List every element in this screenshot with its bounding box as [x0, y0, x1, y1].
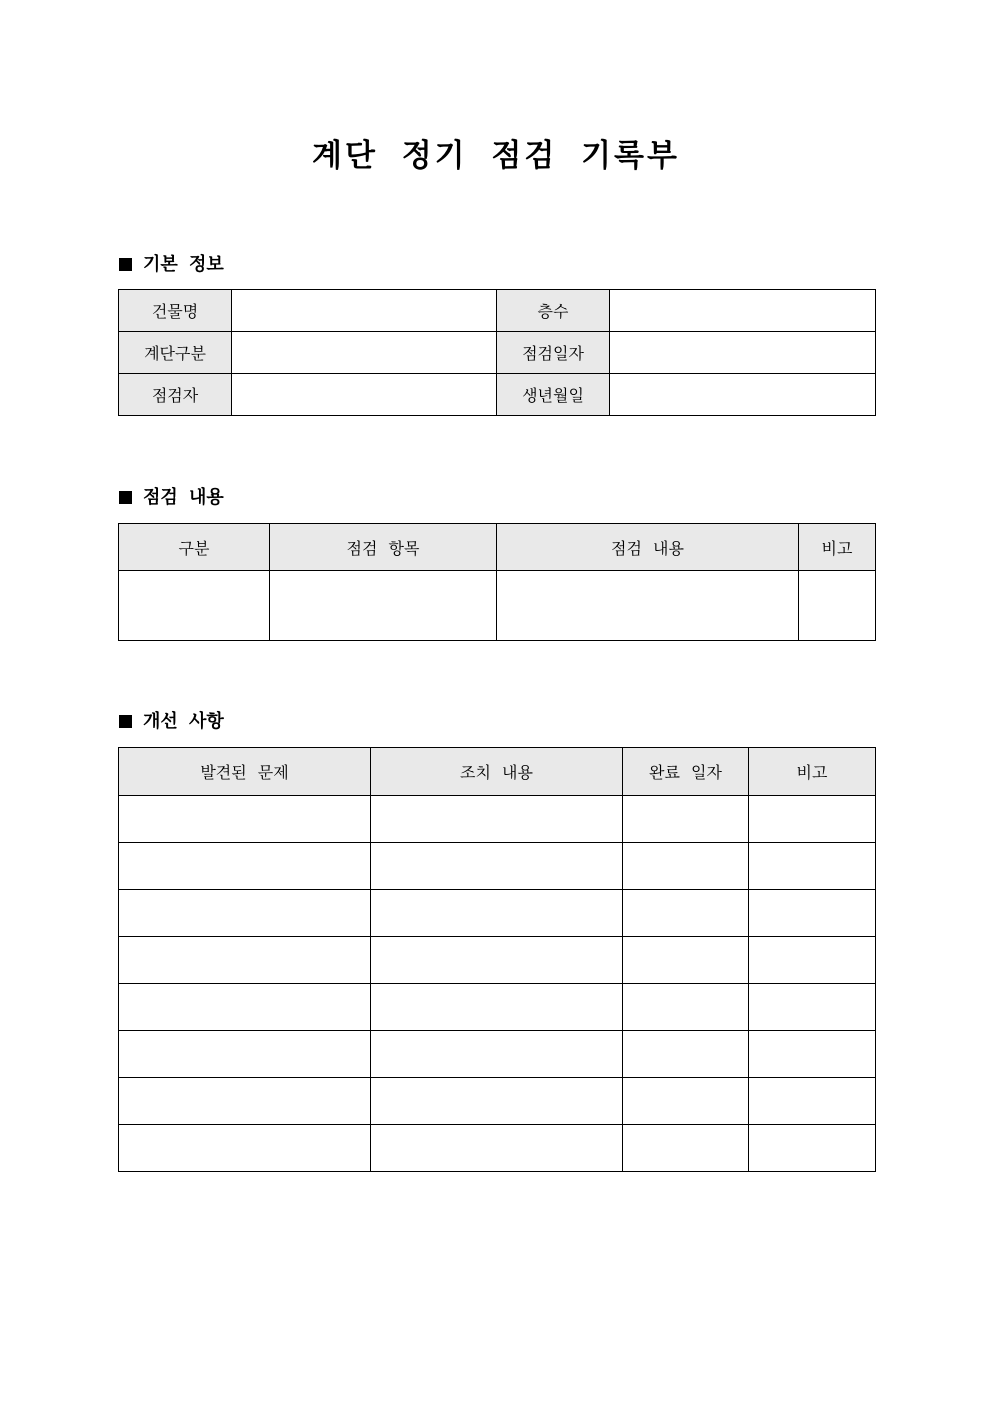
column-header-inspection-content: 점검 내용: [497, 524, 799, 571]
table-row: [119, 796, 876, 843]
birth-date-field[interactable]: [610, 374, 876, 416]
section-heading-inspection: [119, 486, 224, 510]
found-issue-cell[interactable]: [119, 796, 371, 843]
section-heading-label: 개선 사항: [143, 711, 224, 732]
found-issue-cell[interactable]: [119, 1125, 371, 1172]
completion-date-cell[interactable]: [623, 1078, 749, 1125]
floor-count-label: 층수: [497, 290, 610, 332]
column-header-remarks: 비고: [799, 524, 876, 571]
category-cell[interactable]: [119, 571, 270, 641]
section-heading-basic-info: [119, 253, 224, 277]
stair-type-field[interactable]: [232, 332, 497, 374]
found-issue-cell[interactable]: [119, 984, 371, 1031]
completion-date-cell[interactable]: [623, 984, 749, 1031]
remarks-cell[interactable]: [749, 1031, 876, 1078]
improvement-table: [118, 747, 876, 1172]
found-issue-cell[interactable]: [119, 1078, 371, 1125]
inspection-content-cell[interactable]: [497, 571, 799, 641]
remarks-cell[interactable]: [799, 571, 876, 641]
completion-date-cell[interactable]: [623, 937, 749, 984]
remarks-cell[interactable]: [749, 937, 876, 984]
table-row: [119, 937, 876, 984]
table-row: [119, 1031, 876, 1078]
remarks-cell[interactable]: [749, 843, 876, 890]
action-taken-cell[interactable]: [371, 796, 623, 843]
section-heading-label: 점검 내용: [143, 487, 224, 508]
column-header-completion-date: 완료 일자: [623, 748, 749, 796]
remarks-cell[interactable]: [749, 1078, 876, 1125]
action-taken-cell[interactable]: [371, 1125, 623, 1172]
remarks-cell[interactable]: [749, 1125, 876, 1172]
table-header-row: [119, 524, 876, 571]
column-header-action-taken: 조치 내용: [371, 748, 623, 796]
inspector-field[interactable]: [232, 374, 497, 416]
table-row: [119, 571, 876, 641]
table-header-row: [119, 748, 876, 796]
found-issue-cell[interactable]: [119, 843, 371, 890]
inspection-date-label: 점검일자: [497, 332, 610, 374]
inspection-table: [118, 523, 876, 641]
floor-count-field[interactable]: [610, 290, 876, 332]
stair-type-label: 계단구분: [119, 332, 232, 374]
page-title: 계단 정기 점검 기록부: [312, 138, 680, 174]
table-row: [119, 984, 876, 1031]
remarks-cell[interactable]: [749, 890, 876, 937]
table-row: [119, 374, 876, 416]
completion-date-cell[interactable]: [623, 890, 749, 937]
square-bullet-icon: [119, 491, 132, 504]
action-taken-cell[interactable]: [371, 890, 623, 937]
column-header-found-issue: 발견된 문제: [119, 748, 371, 796]
column-header-inspection-item: 점검 항목: [270, 524, 497, 571]
completion-date-cell[interactable]: [623, 1125, 749, 1172]
completion-date-cell[interactable]: [623, 796, 749, 843]
action-taken-cell[interactable]: [371, 1078, 623, 1125]
square-bullet-icon: [119, 258, 132, 271]
table-row: [119, 890, 876, 937]
section-heading-improvement: [119, 710, 224, 734]
building-name-label: 건물명: [119, 290, 232, 332]
action-taken-cell[interactable]: [371, 937, 623, 984]
inspector-label: 점검자: [119, 374, 232, 416]
action-taken-cell[interactable]: [371, 1031, 623, 1078]
table-row: [119, 843, 876, 890]
action-taken-cell[interactable]: [371, 984, 623, 1031]
square-bullet-icon: [119, 715, 132, 728]
section-heading-label: 기본 정보: [143, 254, 224, 275]
table-row: [119, 1125, 876, 1172]
table-row: [119, 1078, 876, 1125]
action-taken-cell[interactable]: [371, 843, 623, 890]
building-name-field[interactable]: [232, 290, 497, 332]
completion-date-cell[interactable]: [623, 1031, 749, 1078]
remarks-cell[interactable]: [749, 984, 876, 1031]
column-header-remarks: 비고: [749, 748, 876, 796]
completion-date-cell[interactable]: [623, 843, 749, 890]
found-issue-cell[interactable]: [119, 890, 371, 937]
found-issue-cell[interactable]: [119, 1031, 371, 1078]
remarks-cell[interactable]: [749, 796, 876, 843]
inspection-date-field[interactable]: [610, 332, 876, 374]
inspection-item-cell[interactable]: [270, 571, 497, 641]
column-header-category: 구분: [119, 524, 270, 571]
birth-date-label: 생년월일: [497, 374, 610, 416]
basic-info-table: [118, 289, 876, 416]
found-issue-cell[interactable]: [119, 937, 371, 984]
table-row: [119, 290, 876, 332]
table-row: [119, 332, 876, 374]
